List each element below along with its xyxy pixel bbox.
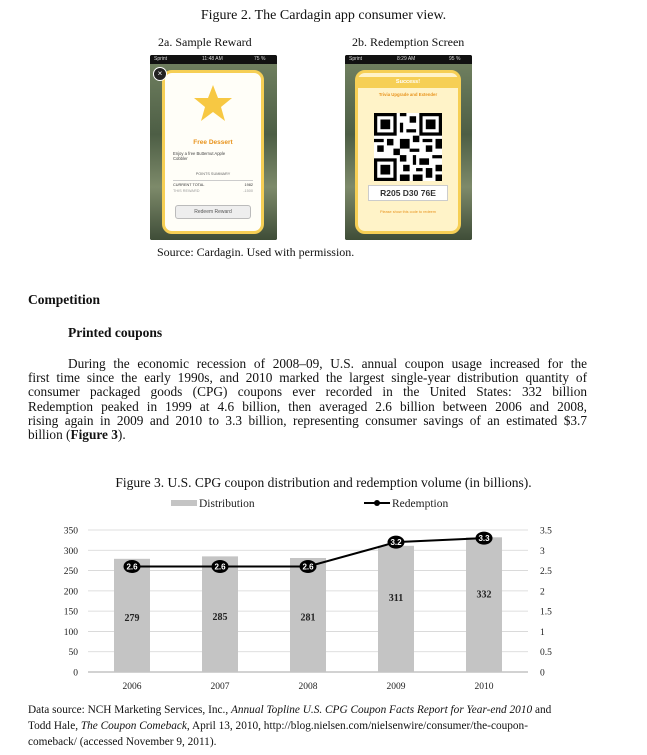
x-tick-label: 2007: [210, 682, 230, 692]
close-icon[interactable]: ×: [153, 67, 167, 81]
points-summary-label: POINTS SUMMARY: [195, 172, 231, 176]
figure3-reference: Figure 3: [70, 427, 118, 443]
y-tick-right: 2: [540, 587, 545, 598]
figure2a-subcaption: 2a. Sample Reward: [158, 35, 252, 49]
y-tick-left: 150: [63, 607, 78, 618]
redeem-reward-button[interactable]: Redeem Reward: [175, 205, 251, 219]
time-label: 8:29 AM: [397, 56, 416, 62]
y-tick-left: 250: [63, 567, 78, 578]
battery-label: 75 %: [254, 56, 266, 62]
para-text: billion (: [28, 427, 71, 443]
source-text: and: [532, 704, 552, 716]
redemption-value-label: 2.6: [302, 562, 314, 572]
y-tick-left: 200: [63, 587, 78, 598]
legend-redemption-label: Redemption: [392, 498, 449, 510]
x-tick-label: 2006: [122, 682, 142, 692]
reward-card: [162, 70, 264, 234]
y-tick-right: 0.5: [540, 648, 552, 659]
para-line-5: rising again in 2009 and 2010 to 3.3 billion, representing consumer savings of an estimated $3.7: [28, 412, 587, 428]
source-article-title: The Coupon Comeback: [80, 720, 187, 732]
current-total-value: 1982: [244, 183, 253, 187]
time-label: 11:48 AM: [202, 56, 223, 62]
phone-screenshot-reward: [150, 55, 277, 240]
source-line-1: [28, 702, 618, 718]
y-tick-right: 0: [540, 668, 545, 679]
y-tick-left: 350: [63, 526, 78, 537]
y-tick-right: 1: [540, 627, 545, 638]
redemption-value-label: 3.2: [390, 538, 402, 548]
bar-distribution: [466, 537, 502, 672]
bar-value-label: 311: [388, 593, 404, 605]
bar-value-label: 285: [212, 611, 228, 623]
success-banner: Success!: [358, 77, 458, 88]
qr-code: [374, 113, 442, 181]
source-link-text: , April 13, 2010, http://blog.nielsen.com/nielsenwire/consumer/the-coupon-: [186, 720, 528, 732]
para-line-6: [28, 428, 587, 442]
redemption-value-label: 2.6: [126, 562, 138, 572]
star-icon: [193, 83, 233, 123]
section-subheading: Printed coupons: [68, 325, 163, 340]
x-tick-label: 2010: [474, 682, 494, 692]
redemption-value-label: 3.3: [478, 534, 490, 544]
body-paragraph: [28, 357, 587, 442]
data-source-note: [28, 702, 618, 750]
x-tick-label: 2008: [298, 682, 318, 692]
source-text: Data source: NCH Marketing Services, Inc.,: [28, 704, 231, 716]
carrier-label: Sprint: [154, 56, 168, 62]
legend-distribution-swatch: [171, 500, 197, 506]
y-tick-right: 3: [540, 546, 545, 557]
bar-distribution: [378, 546, 414, 672]
figure3-caption: Figure 3. U.S. CPG coupon distribution and redemption volume (in billions).: [115, 475, 532, 490]
y-tick-right: 3.5: [540, 526, 552, 537]
para-line-2: first time since the early 1990s, and 2010 marked the largest single-year distribution quantity of: [28, 370, 587, 386]
redemption-card: [355, 70, 461, 234]
this-reward-label: THIS REWARD: [173, 189, 200, 193]
para-text: ).: [117, 427, 126, 443]
y-tick-right: 1.5: [540, 607, 552, 618]
legend-redemption-marker: [374, 500, 380, 506]
figure2b-subcaption: 2b. Redemption Screen: [352, 35, 465, 49]
bar-value-label: 279: [124, 613, 140, 625]
status-bar: [345, 55, 472, 64]
para-line-4: Redemption peaked in 1999 at 4.6 billion, then averaged 2.6 billion between 2006 and 2008,: [28, 398, 587, 414]
source-line-3: comeback/ (accessed November 9, 2011).: [28, 736, 217, 748]
figure2-caption: Figure 2. The Cardagin app consumer view.: [200, 8, 447, 23]
source-text: Todd Hale,: [28, 720, 81, 732]
battery-label: 95 %: [449, 56, 461, 62]
source-line-2: [28, 718, 618, 734]
this-reward-value: -1500: [243, 189, 253, 193]
offer-name: Trivia Upgrade and Extender: [378, 92, 438, 97]
bar-value-label: 332: [476, 589, 492, 601]
reward-description: Enjoy a free Butternut Apple Cobbler: [173, 151, 226, 161]
y-tick-left: 300: [63, 546, 78, 557]
redemption-value-label: 2.6: [214, 562, 226, 572]
coupon-chart: [0, 490, 647, 700]
divider: [173, 180, 253, 181]
y-tick-left: 0: [73, 668, 78, 679]
status-bar: [150, 55, 277, 64]
reward-title: Free Dessert: [193, 139, 233, 146]
legend-distribution-label: Distribution: [199, 498, 255, 510]
para-line-1: During the economic recession of 2008–09, U.S. annual coupon usage increased for the: [68, 356, 587, 371]
bar-value-label: 281: [300, 612, 316, 624]
y-tick-right: 2.5: [540, 567, 552, 578]
current-total-label: CURRENT TOTAL: [173, 183, 205, 187]
phone-screenshot-redemption: [345, 55, 472, 240]
y-tick-left: 100: [63, 627, 78, 638]
source-report-title: Annual Topline U.S. CPG Coupon Facts Report for Year-end 2010: [230, 704, 533, 716]
x-tick-label: 2009: [386, 682, 406, 692]
redeem-note: Please show this code to redeem: [380, 210, 436, 214]
y-tick-left: 50: [68, 648, 78, 659]
carrier-label: Sprint: [349, 56, 363, 62]
para-line-3: consumer packaged goods (CPG) coupons ever recorded in the United States: 332 billion: [28, 384, 587, 400]
redemption-code: R205 D30 76E: [368, 185, 448, 201]
figure2-source: Source: Cardagin. Used with permission.: [157, 245, 355, 259]
section-heading: Competition: [28, 292, 100, 307]
